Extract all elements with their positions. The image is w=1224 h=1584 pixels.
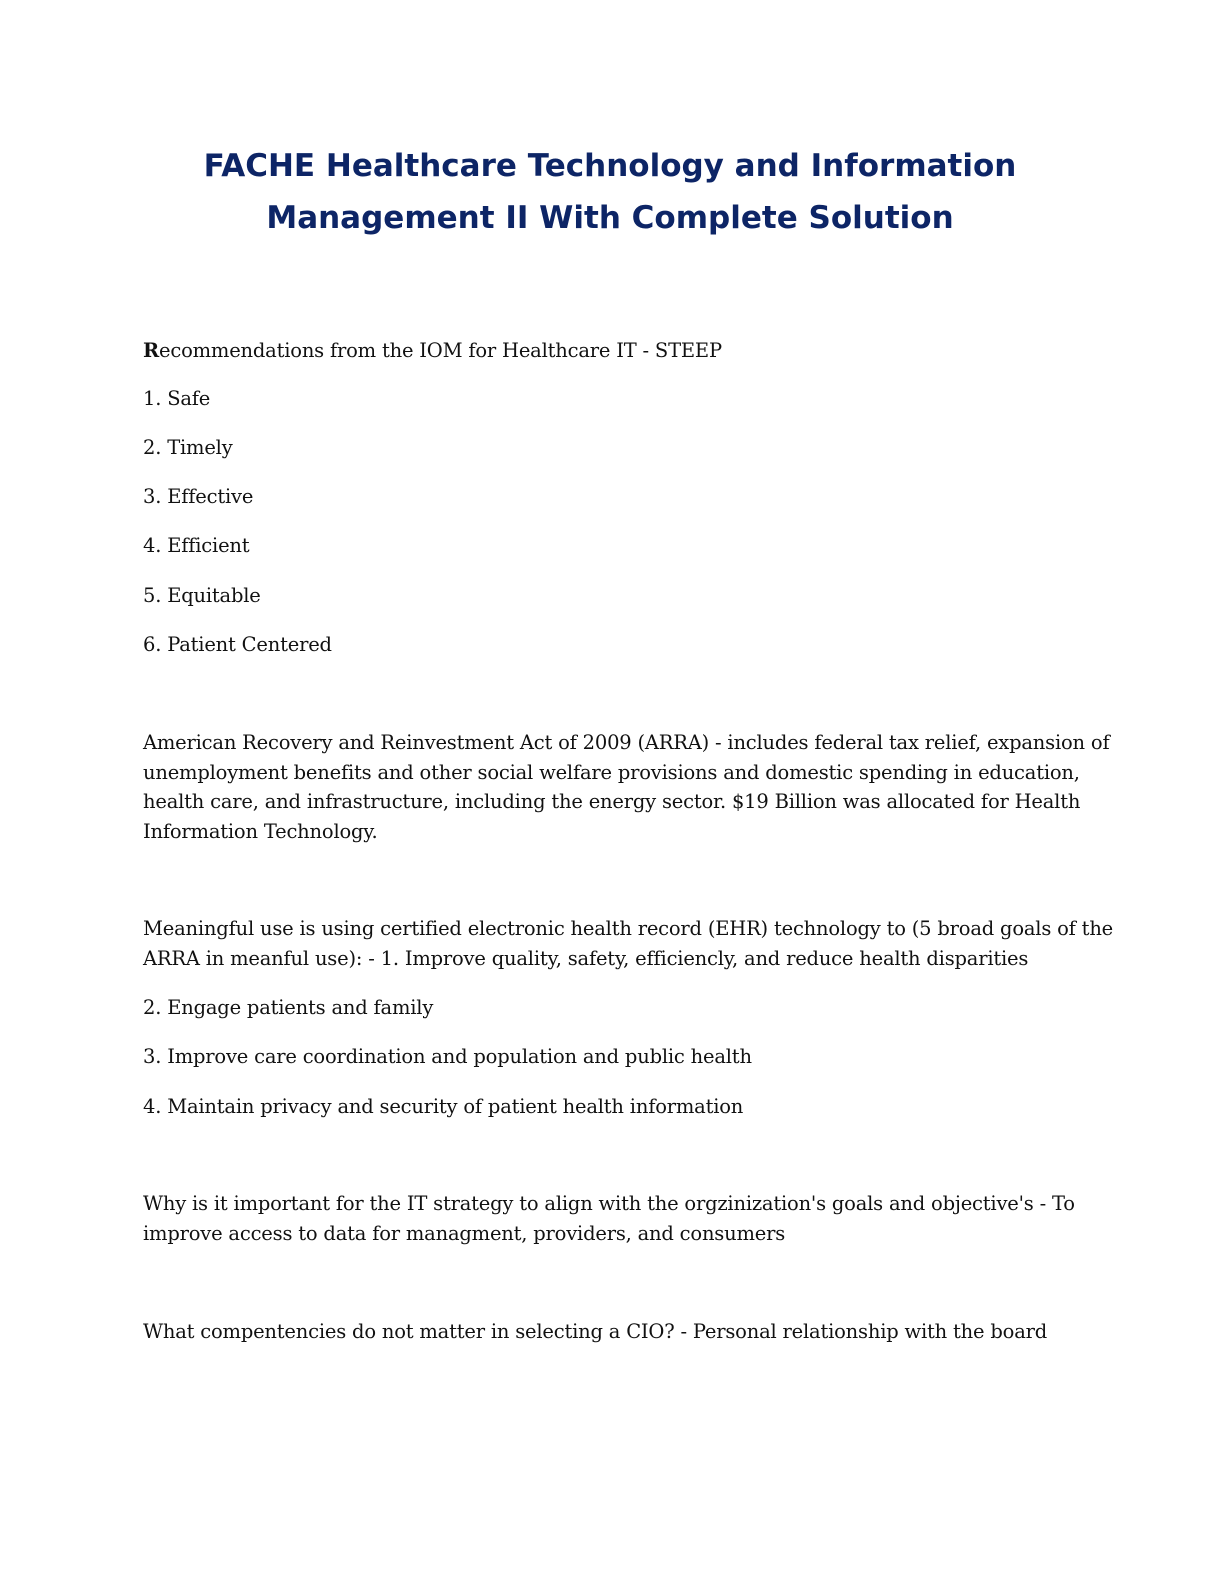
- section-5-line: What compentencies do not matter in selecting a CIO? - Personal relationship with the board: [143, 1320, 1048, 1343]
- paragraph-line: Why is it important for the IT strategy to align with the orgzinization's goals and objective's - To: [143, 1192, 1075, 1215]
- paragraph-line: unemployment benefits and other social welfare provisions and domestic spending in education,: [143, 760, 1080, 784]
- section-3-paragraph: [143, 914, 1114, 973]
- section-1-heading: [143, 336, 722, 366]
- paragraph-line: ARRA in meanful use): - 1. Improve quality, safety, efficiencly, and reduce health disparities: [143, 946, 1029, 970]
- section-4-paragraph: [143, 1189, 1083, 1248]
- list-item: 4. Efficient: [143, 534, 250, 557]
- paragraph-line: improve access to data for managment, providers, and consumers: [143, 1221, 786, 1245]
- heading-first-letter: R: [143, 339, 160, 362]
- paragraph-line: Information Technology.: [143, 819, 378, 843]
- list-item: 3. Effective: [143, 485, 254, 508]
- list-item: 3. Improve care coordination and population and public health: [143, 1045, 752, 1068]
- list-item: 5. Equitable: [143, 584, 261, 607]
- list-item: 1. Safe: [143, 387, 211, 410]
- list-item: 2. Engage patients and family: [143, 996, 434, 1019]
- paragraph-line: health care, and infrastructure, including the energy sector. $19 Billion was allocated for Health: [143, 790, 1081, 813]
- list-item: 2. Timely: [143, 436, 233, 459]
- heading-rest: ecommendations from the IOM for Healthcare IT - STEEP: [159, 339, 722, 362]
- paragraph-line: American Recovery and Reinvestment Act of 2009 (ARRA) - includes federal tax relief, expansion of: [143, 731, 1110, 754]
- list-item: 6. Patient Centered: [143, 633, 332, 656]
- document-title: [140, 140, 1080, 244]
- paragraph-line: Meaningful use is using certified electronic health record (EHR) technology to (5 broad goals of the: [143, 917, 1114, 940]
- title-line-1: FACHE Healthcare Technology and Information: [203, 148, 1017, 184]
- list-item: 4. Maintain privacy and security of patient health information: [143, 1095, 744, 1118]
- section-2-paragraph: [143, 728, 1110, 846]
- title-line-2: Management II With Complete Solution: [266, 200, 954, 236]
